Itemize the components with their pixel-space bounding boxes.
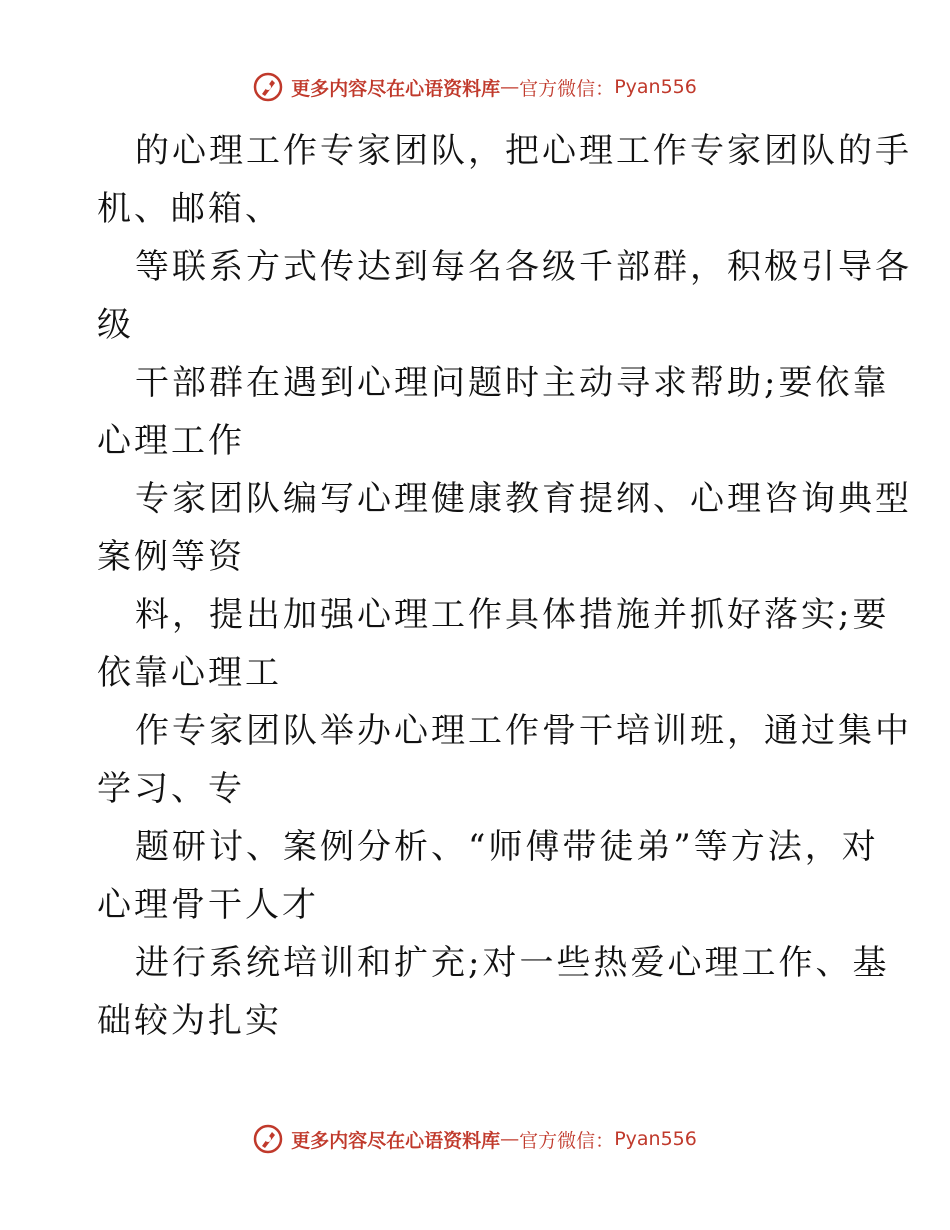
body-line: 础较为扎实 [97, 1001, 282, 1041]
header-separator: — [500, 76, 520, 98]
footer-banner [0, 1124, 950, 1154]
pen-nib-icon [253, 1124, 283, 1154]
body-line: 心理骨干人才 [97, 885, 319, 925]
body-line: 案例等资 [97, 537, 245, 577]
footer-wechat-label: 官方微信： [519, 1129, 615, 1152]
pen-nib-icon [253, 72, 283, 102]
body-line: 的心理工作专家团队，把心理工作专家团队的手 [135, 131, 912, 171]
body-line: 等联系方式传达到每名各级千部群，积极引导各 [135, 247, 912, 287]
body-line: 心理工作 [97, 421, 245, 461]
footer-wechat-handle: Pyan556 [614, 1128, 697, 1150]
body-line: 干部群在遇到心理问题时主动寻求帮助;要依靠 [135, 363, 890, 403]
body-line: 题研讨、案例分析、“师傅带徒弟”等方法，对 [135, 827, 879, 867]
body-line: 进行系统培训和扩充;对一些热爱心理工作、基 [135, 943, 890, 983]
body-line: 学习、专 [97, 769, 245, 809]
header-wechat-handle: Pyan556 [614, 76, 697, 98]
body-line: 作专家团队举办心理工作骨干培训班，通过集中 [135, 711, 912, 751]
body-line: 机、邮箱、 [97, 189, 282, 229]
header-brand-text: 更多内容尽在心语资料库 [291, 77, 501, 100]
header-wechat-label: 官方微信： [519, 77, 615, 100]
body-line: 料，提出加强心理工作具体措施并抓好落实;要 [135, 595, 890, 635]
body-line: 依靠心理工 [97, 653, 282, 693]
footer-separator: — [500, 1128, 520, 1150]
document-body [97, 122, 912, 1050]
footer-brand-text: 更多内容尽在心语资料库 [291, 1129, 501, 1152]
body-line: 专家团队编写心理健康教育提纲、心理咨询典型 [135, 479, 912, 519]
body-line: 级 [97, 305, 134, 345]
header-banner [0, 72, 950, 102]
